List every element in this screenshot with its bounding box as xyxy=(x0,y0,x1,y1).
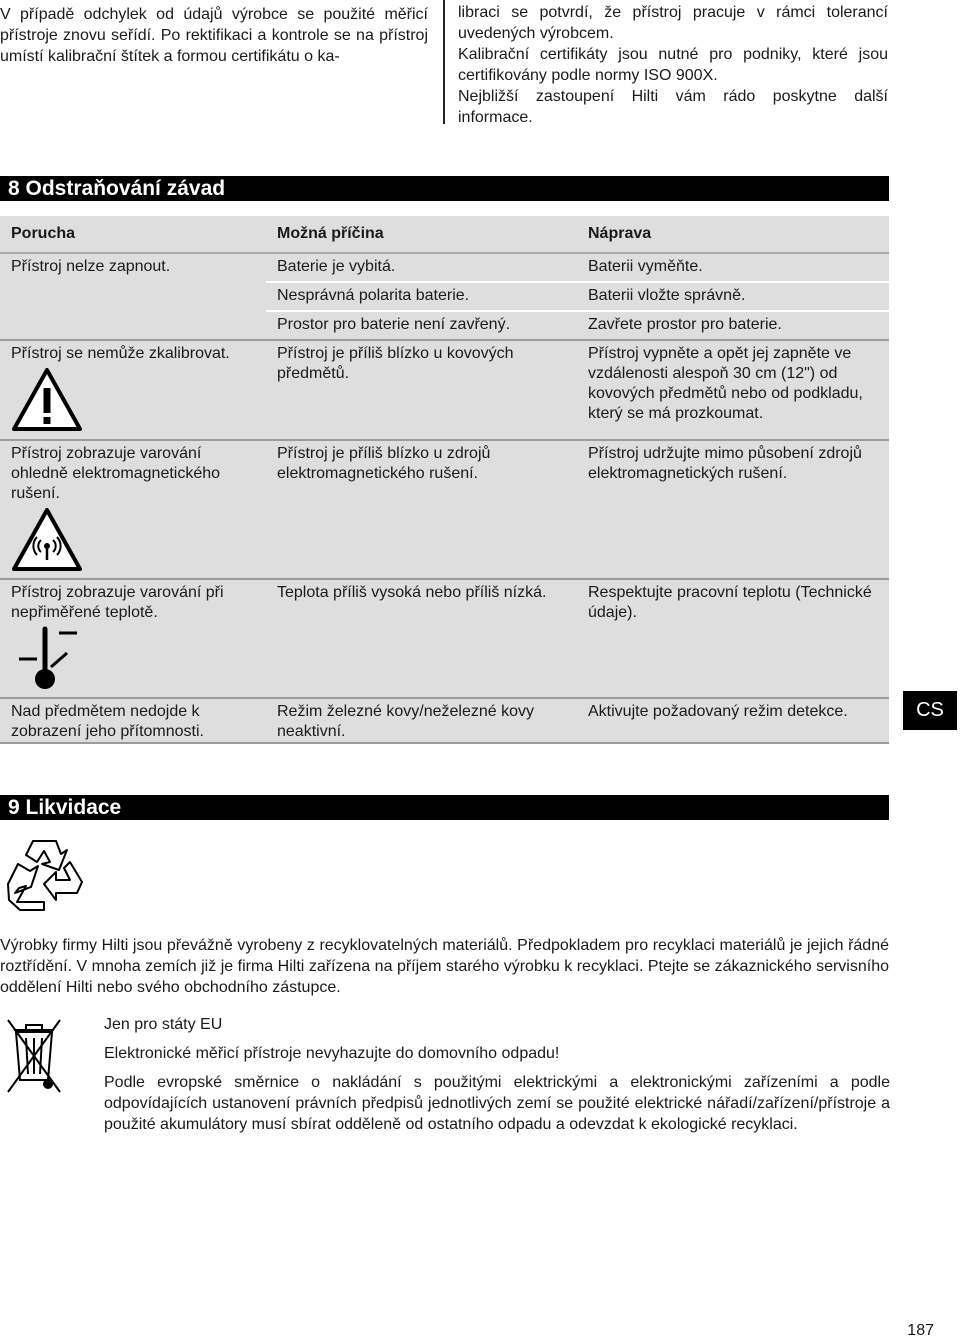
fault-cell: Přístroj nelze zapnout. xyxy=(0,253,266,340)
table-row xyxy=(0,698,889,743)
cause-cell: Baterie je vybitá. xyxy=(266,253,577,282)
cause-cell: Přístroj je příliš blízko u zdrojů elektromagnetického rušení. xyxy=(266,440,577,579)
section-8-heading: 8 Odstraňování závad xyxy=(0,176,889,201)
calibration-paragraph-3: Nejbližší zastoupení Hilti vám rádo poskytne další informace. xyxy=(458,88,888,126)
fault-cell: Nad předmětem nedojde k zobrazení jeho přítomnosti. xyxy=(0,698,266,743)
remedy-cell: Baterii vložte správně. xyxy=(577,282,889,311)
page-number: 187 xyxy=(907,1322,934,1339)
calibration-paragraph-1: libraci se potvrdí, že přístroj pracuje v rámci tolerancí uvedených výrobcem. xyxy=(458,4,888,42)
recycle-icon xyxy=(6,838,84,912)
warning-triangle-icon xyxy=(11,366,83,432)
crossed-out-bin-icon xyxy=(4,1016,64,1098)
remedy-cell: Respektujte pracovní teplotu (Technické údaje). xyxy=(577,579,889,698)
column-divider xyxy=(443,0,445,124)
fault-text: Přístroj zobrazuje varování ohledně elektromagnetického rušení. xyxy=(11,445,221,502)
table-row xyxy=(0,440,889,579)
disposal-paragraph: Výrobky firmy Hilti jsou převážně vyrobeny z recyklovatelných materiálů. Předpokladem pro recyklaci materiálů je jejich řádné roztřídění. V mnoha zemích již je firma Hilti zařízena na příjem starého výrobku k recyklaci. Ptejte se zákaznického servisního oddělení Hilti nebo svého obchodního zástupce. xyxy=(0,937,889,996)
cause-cell: Teplota příliš vysoká nebo příliš nízká. xyxy=(266,579,577,698)
cause-cell: Nesprávná polarita baterie. xyxy=(266,282,577,311)
calibration-text-right xyxy=(458,2,888,128)
calibration-paragraph-2: Kalibrační certifikáty jsou nutné pro podniky, které jsou certifikovány podle normy ISO 900X. xyxy=(458,46,888,84)
language-tab-cs: CS xyxy=(903,691,957,730)
header-fault: Porucha xyxy=(0,216,266,253)
table-row xyxy=(0,340,889,440)
remedy-cell: Přístroj udržujte mimo působení zdrojů elektromagnetických rušení. xyxy=(577,440,889,579)
remedy-cell: Přístroj vypněte a opět jej zapněte ve vzdálenosti alespoň 30 cm (12") od kovových předmětů nebo od podkladu, který se má prozkoumat. xyxy=(577,340,889,440)
calibration-text-left xyxy=(0,4,428,67)
troubleshooting-table xyxy=(0,216,889,744)
eu-heading: Jen pro státy EU xyxy=(104,1016,223,1033)
table-header-row xyxy=(0,216,889,253)
thermometer-icon xyxy=(11,625,83,693)
remedy-cell: Aktivujte požadovaný režim detekce. xyxy=(577,698,889,743)
cause-cell: Prostor pro baterie není zavřený. xyxy=(266,311,577,340)
cause-cell: Režim železné kovy/neželezné kovy neaktivní. xyxy=(266,698,577,743)
fault-cell xyxy=(0,579,266,698)
eu-warning: Elektronické měřicí přístroje nevyhazujte do domovního odpadu! xyxy=(104,1045,560,1062)
emi-warning-icon xyxy=(11,506,83,572)
fault-text: Přístroj se nemůže zkalibrovat. xyxy=(11,345,230,362)
cause-cell: Přístroj je příliš blízko u kovových předmětů. xyxy=(266,340,577,440)
header-remedy: Náprava xyxy=(577,216,889,253)
fault-cell xyxy=(0,340,266,440)
table-row xyxy=(0,579,889,698)
header-cause: Možná příčina xyxy=(266,216,577,253)
remedy-cell: Baterii vyměňte. xyxy=(577,253,889,282)
calibration-paragraph-left: V případě odchylek od údajů výrobce se použité měřicí přístroje znovu seřídí. Po rektifikaci a kontrole se na přístroj umístí kalibrační štítek a formou certifikátu o ka- xyxy=(0,6,428,65)
fault-text: Přístroj zobrazuje varování při nepřiměřené teplotě. xyxy=(11,584,224,621)
fault-cell xyxy=(0,440,266,579)
remedy-cell: Zavřete prostor pro baterie. xyxy=(577,311,889,340)
section-9-heading: 9 Likvidace xyxy=(0,795,889,820)
eu-directive-text: Podle evropské směrnice o nakládání s použitými elektrickými a elektronickými zařízeními a podle odpovídajících ustanovení právních předpisů jednotlivých zemí se použité elektrické nářadí/zařízení/přístroje a použité akumulátory musí sbírat odděleně od ostatního odpadu a odevzdat k ekologické recyklaci. xyxy=(104,1074,890,1133)
table-row xyxy=(0,253,889,282)
